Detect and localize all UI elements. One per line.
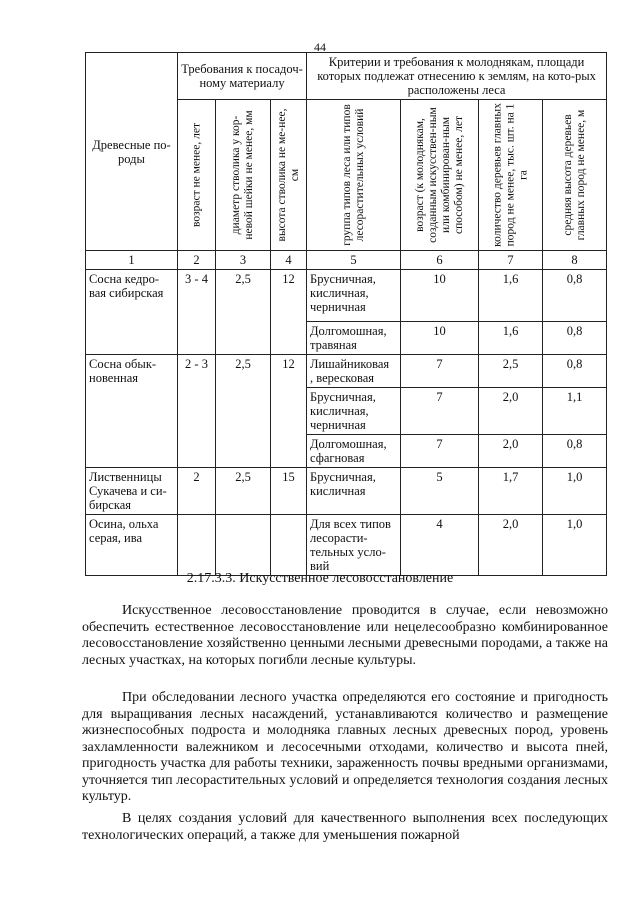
species-cell: Осина, ольха серая, ива (86, 515, 178, 576)
young-age-cell: 7 (401, 435, 479, 468)
column-number: 3 (216, 251, 271, 270)
tree-count-cell: 2,0 (479, 515, 543, 576)
forest-requirements-table (85, 52, 607, 576)
column-number: 8 (543, 251, 607, 270)
young-age-cell: 10 (401, 322, 479, 355)
planting-height-cell: 15 (271, 468, 307, 515)
tree-count-cell: 2,0 (479, 435, 543, 468)
planting-age-cell: 3 - 4 (178, 270, 216, 355)
subheader-diameter: диаметр стволика у кор-невой шейки не менее, мм (216, 100, 271, 251)
column-numbers-row (86, 251, 607, 270)
planting-height-cell (271, 515, 307, 576)
paragraph: Искусственное лесовосстановление проводится в случае, если невозможно обеспечить естественное лесовосстановление или нецелесообразно комбинированное лесовосстановление хозяйственно ценными лесными древесными породами, а также на лесных участках, на которых погибли лесные культуры. (82, 603, 608, 668)
planting-height-cell: 12 (271, 270, 307, 355)
young-age-cell: 10 (401, 270, 479, 322)
forest-type-cell: Долгомошная, сфагновая (307, 435, 401, 468)
young-age-cell: 4 (401, 515, 479, 576)
table-row (86, 515, 607, 576)
species-cell: Сосна обык- новенная (86, 355, 178, 468)
avg-height-cell: 0,8 (543, 322, 607, 355)
young-age-cell: 5 (401, 468, 479, 515)
page-number: 44 (314, 40, 326, 54)
young-age-cell: 7 (401, 355, 479, 388)
avg-height-cell: 0,8 (543, 355, 607, 388)
planting-diameter-cell: 2,5 (216, 270, 271, 355)
tree-count-cell: 2,5 (479, 355, 543, 388)
column-number: 1 (86, 251, 178, 270)
tree-count-cell: 2,0 (479, 388, 543, 435)
planting-height-cell: 12 (271, 355, 307, 468)
header-species: Древесные по- роды (86, 53, 178, 251)
forest-type-cell: Брусничная, кисличная, черничная (307, 270, 401, 322)
planting-age-cell: 2 - 3 (178, 355, 216, 468)
subheader-tree-count: количество деревьев главных пород не менее, тыс. шт. на 1 га (479, 100, 543, 251)
planting-diameter-cell: 2,5 (216, 355, 271, 468)
forest-type-cell: Брусничная, кисличная, черничная (307, 388, 401, 435)
avg-height-cell: 1,1 (543, 388, 607, 435)
paragraph: При обследовании лесного участка определяются его состояние и пригодность для выращивания лесных насаждений, устанавливаются количество и размещение жизнеспособных подроста и молодняка главных лесных древесных пород, уровень захламленности валежником и лесосечными отходами, количество и высота пней, пригодность участка для работы техники, зараженность почвы вредными организмами, уточняется тип лесорастительных условий и определяется технология создания лесных культур. (82, 690, 608, 804)
forest-type-cell: Для всех типов лесорасти- тельных усло- вий (307, 515, 401, 576)
subheader-height: высота стволика не ме-нее, см (271, 100, 307, 251)
tree-count-cell: 1,6 (479, 270, 543, 322)
header-criteria: Критерии и требования к молоднякам, площади которых подлежат отнесению к землям, на кото-рых расположены леса (307, 53, 607, 100)
tree-count-cell: 1,7 (479, 468, 543, 515)
forest-type-cell: Лишайниковая , вересковая (307, 355, 401, 388)
table-row (86, 468, 607, 515)
forest-type-cell: Брусничная, кисличная (307, 468, 401, 515)
avg-height-cell: 1,0 (543, 515, 607, 576)
header-planting-material: Требования к посадоч- ному материалу (178, 53, 307, 100)
species-cell: Сосна кедро- вая сибирская (86, 270, 178, 355)
column-number: 5 (307, 251, 401, 270)
column-number: 7 (479, 251, 543, 270)
subheader-avg-height: средняя высота деревьев главных пород не менее, м (543, 100, 607, 251)
subheader-young-age: возраст (к молоднякам, созданным искусствен-ным или комбинирован-ным способом) не менее, лет (401, 100, 479, 251)
section-title: 2.17.3.3. Искусственное лесовосстановление (186, 571, 454, 586)
planting-age-cell (178, 515, 216, 576)
forest-type-cell: Долгомошная, травяная (307, 322, 401, 355)
planting-diameter-cell: 2,5 (216, 468, 271, 515)
subheader-age: возраст не менее, лет (178, 100, 216, 251)
column-number: 6 (401, 251, 479, 270)
tree-count-cell: 1,6 (479, 322, 543, 355)
column-number: 2 (178, 251, 216, 270)
planting-age-cell: 2 (178, 468, 216, 515)
paragraph: В целях создания условий для качественного выполнения всех последующих технологических операций, а также для уменьшения пожарной (82, 811, 608, 843)
avg-height-cell: 0,8 (543, 435, 607, 468)
planting-diameter-cell (216, 515, 271, 576)
species-cell: Лиственницы Сукачева и си- бирская (86, 468, 178, 515)
table-row (86, 270, 607, 322)
avg-height-cell: 1,0 (543, 468, 607, 515)
subheader-forest-type: группа типов леса или типов лесорастительных условий (307, 100, 401, 251)
avg-height-cell: 0,8 (543, 270, 607, 322)
column-number: 4 (271, 251, 307, 270)
table-row (86, 355, 607, 388)
young-age-cell: 7 (401, 388, 479, 435)
